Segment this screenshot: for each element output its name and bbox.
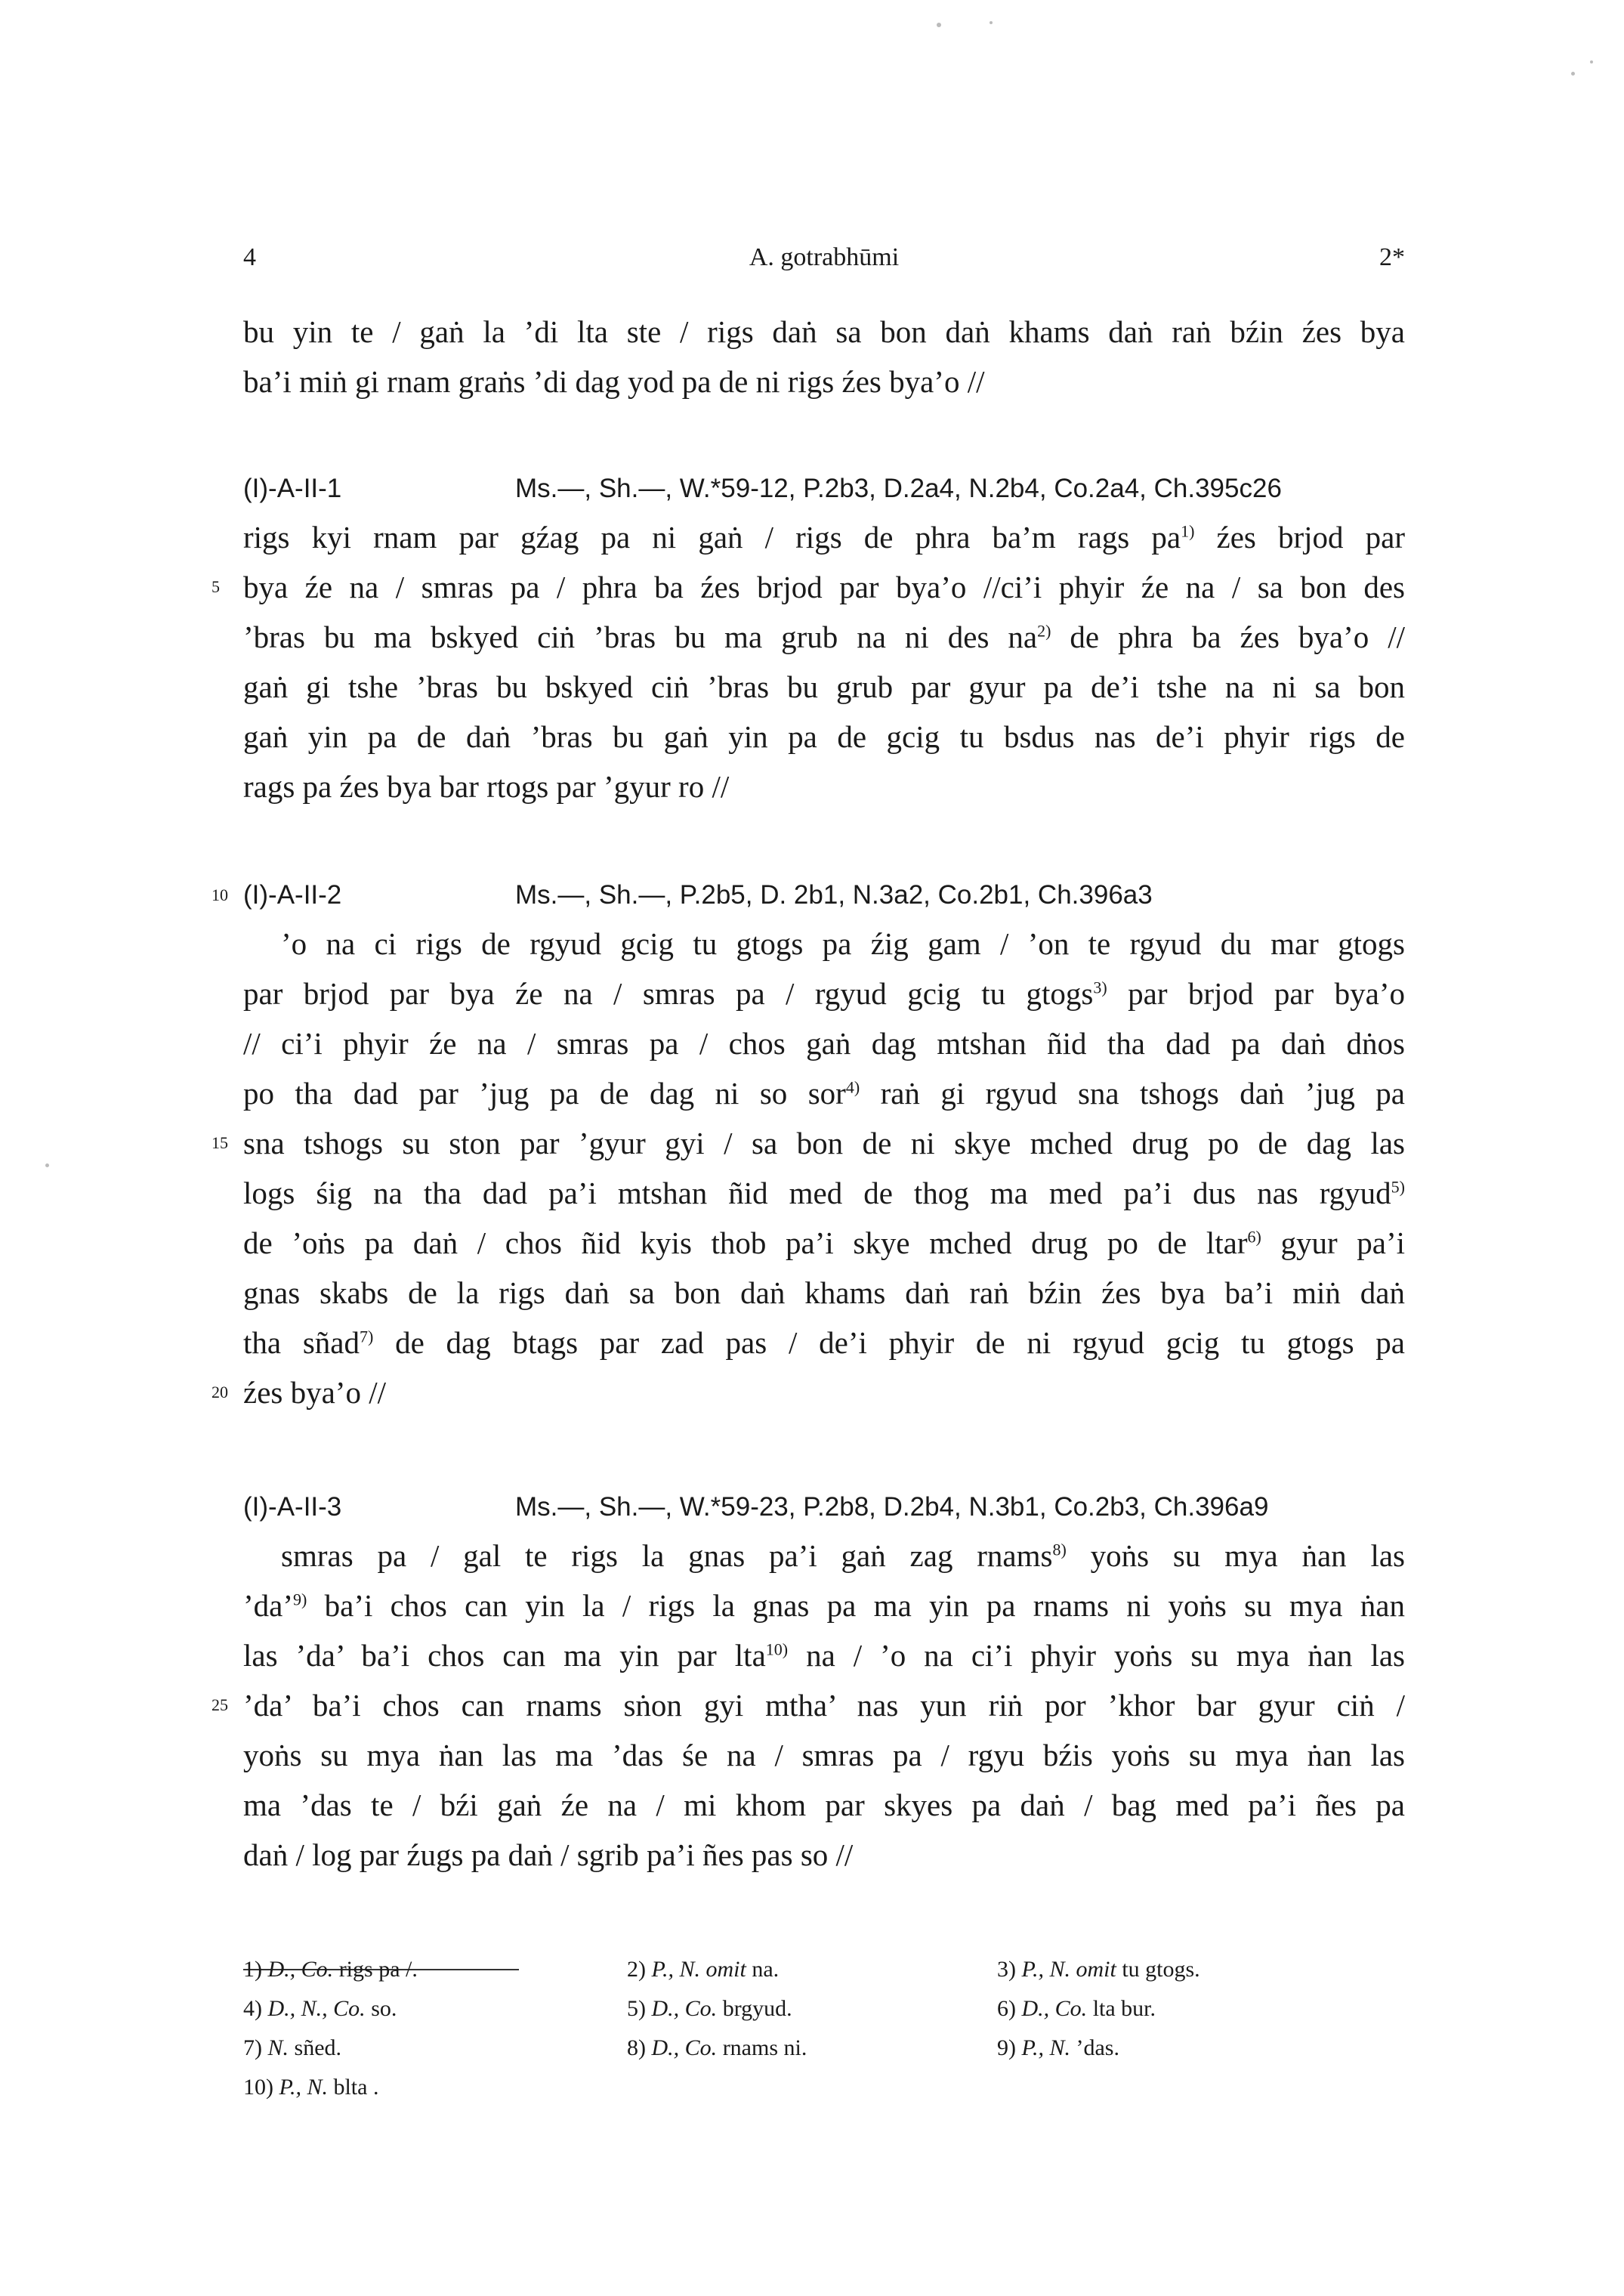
footnote-siglum: D., Co.: [267, 1957, 334, 1982]
footnote: [243, 1953, 418, 1986]
section-refs: Ms.—, Sh.—, P.2b5, D. 2b1, N.3a2, Co.2b1, Ch.396a3: [515, 880, 1153, 910]
footnote: [997, 1992, 1156, 2026]
footnote-number: 6): [997, 1996, 1016, 2021]
text-line: ’da’$^{9)}$ ba’i chos can yin la / rigs la gnas pa ma yin pa rnams ni yoṅs su mya ṅan: [243, 1588, 1405, 1623]
text-line: sna tshogs su ston par ’gyur gyi / sa bon de ni skye mched drug po de dag las: [243, 1126, 1405, 1160]
text-line: las ’da’ ba’i chos can ma yin par lta$^{10)}$ na / ’o na ci’i phyir yoṅs su mya ṅan las: [243, 1638, 1405, 1673]
scan-speck: [1571, 72, 1575, 76]
footnote-siglum: P., N.: [1021, 2035, 1070, 2060]
footnote-text: brgyud.: [722, 1996, 792, 2021]
footnote-siglum: D., Co.: [651, 1996, 718, 2021]
text-line: gnas skabs de la rigs daṅ sa bon daṅ khams daṅ raṅ bźin źes bya ba’i miṅ daṅ: [243, 1275, 1405, 1310]
text-line: źes bya’o //: [243, 1375, 386, 1410]
footnote-text: blta .: [333, 2075, 379, 2100]
line-number: 25: [211, 1695, 228, 1714]
footnote-ref[interactable]: 1): [1181, 521, 1195, 541]
footnote-number: 2): [627, 1957, 646, 1982]
section-refs: Ms.—, Sh.—, W.*59-12, P.2b3, D.2a4, N.2b4, Co.2a4, Ch.395c26: [515, 474, 1282, 503]
footnote-ref[interactable]: 10): [765, 1639, 789, 1659]
footnote-text: so.: [371, 1996, 397, 2021]
footnote-ref[interactable]: 8): [1052, 1540, 1067, 1559]
page-number: 4: [243, 243, 256, 271]
footnote-number: 1): [243, 1957, 262, 1982]
line-number: 5: [211, 577, 220, 596]
text-line: po tha dad par ’jug pa de dag ni so sor$^{4)}$ raṅ gi rgyud sna tshogs daṅ ’jug pa: [243, 1076, 1405, 1111]
text-line: smras pa / gal te rigs la gnas pa’i gaṅ zag rnams$^{8)}$ yoṅs su mya ṅan las: [281, 1538, 1405, 1573]
footnote-text: ’das.: [1076, 2035, 1119, 2060]
footnote-number: 3): [997, 1957, 1016, 1982]
scan-speck: [990, 21, 993, 24]
footnote: [627, 1953, 779, 1986]
line-number: 10: [211, 885, 228, 904]
footnote-number: 4): [243, 1996, 262, 2021]
footnote-number: 7): [243, 2035, 262, 2060]
footnote-siglum: P., N.: [651, 1957, 700, 1982]
text-line: daṅ / log par źugs pa daṅ / sgrib pa’i ñes pas so //: [243, 1837, 854, 1872]
section-code: (I)-A-II-3: [243, 1492, 342, 1522]
footnote-siglum: D., Co.: [651, 2035, 718, 2060]
footnote: [243, 1992, 397, 2026]
footnote-ref[interactable]: 9): [293, 1590, 307, 1609]
footnote-text: rnams ni.: [722, 2035, 807, 2060]
scan-speck: [937, 23, 941, 27]
footnote-text: na.: [752, 1957, 780, 1982]
footnote-siglum: D., Co.: [1021, 1996, 1088, 2021]
text-line: ’o na ci rigs de rgyud gcig tu gtogs pa źig gam / ’on te rgyud du mar gtogs: [281, 926, 1405, 961]
footnote-text: rigs pa /.: [338, 1957, 418, 1982]
footnote: [997, 2032, 1119, 2065]
line-number: 15: [211, 1133, 228, 1152]
text-line: logs śig na tha dad pa’i mtshan ñid med de thog ma med pa’i dus nas rgyud$^{5)}$: [243, 1176, 1405, 1210]
footnote-number: 9): [997, 2035, 1016, 2060]
text-line: ’bras bu ma bskyed ciṅ ’bras bu ma grub na ni des $na^{2)}$ de phra ba źes bya’o //: [243, 620, 1406, 654]
text-line: ma ’das te / bźi gaṅ źe na / mi khom par skyes pa daṅ / bag med pa’i ñes pa: [243, 1788, 1405, 1822]
footnote-siglum: D., N., Co.: [267, 1996, 366, 2021]
footnote: [243, 2032, 341, 2065]
text-line: tha sñad$^{7)}$ de dag btags par zad pas / de’i phyir de ni rgyud gcig tu gtogs pa: [243, 1325, 1405, 1360]
section-code: (I)-A-II-1: [243, 474, 342, 503]
footnote-ref[interactable]: 5): [1391, 1177, 1405, 1197]
text-line: de ’oṅs pa daṅ / chos ñid kyis thob pa’i skye mched drug po de ltar$^{6)}$ gyur pa’i: [243, 1225, 1405, 1260]
footnote-siglum: P., N.: [279, 2075, 328, 2100]
footnote-number: 8): [627, 2035, 646, 2060]
footnote: [243, 2071, 378, 2104]
section-refs: Ms.—, Sh.—, W.*59-23, P.2b8, D.2b4, N.3b1, Co.2b3, Ch.396a9: [515, 1492, 1269, 1522]
footnote-ref[interactable]: 6): [1247, 1227, 1261, 1247]
scan-speck: [45, 1163, 49, 1167]
footnote-ref[interactable]: 3): [1093, 978, 1107, 997]
text-line: rags pa źes bya bar rtogs par ’gyur ro //: [243, 769, 730, 804]
text-line: bya źe na / smras pa / phra ba źes brjod par bya’o //ci’i phyir źe na / sa bon des: [243, 570, 1405, 604]
footnote-ref[interactable]: 2): [1037, 621, 1051, 641]
scan-speck: [1590, 60, 1593, 63]
footnote-ref[interactable]: 7): [360, 1327, 374, 1346]
text-line: par brjod par bya źe na / smras pa / rgyud gcig tu gtogs$^{3)}$ par brjod par bya’o: [243, 976, 1405, 1011]
footnote-text: lta bur.: [1092, 1996, 1156, 2021]
text-line: gaṅ yin pa de daṅ ’bras bu gaṅ yin pa de gcig tu bsdus nas de’i phyir rigs de: [243, 719, 1405, 754]
text-line: // ci’i phyir źe na / smras pa / chos gaṅ dag mtshan ñid tha dad pa daṅ dṅos: [243, 1026, 1405, 1061]
footnote-number: 10): [243, 2075, 273, 2100]
footnote: [997, 1953, 1200, 1986]
footnote-ref[interactable]: 4): [845, 1077, 860, 1097]
footnote-omit: omit: [705, 1957, 746, 1982]
footnote-text: tu gtogs.: [1122, 1957, 1200, 1982]
text-line: bu yin te / gaṅ la ’di lta ste / rigs daṅ sa bon daṅ khams daṅ raṅ bźin źes bya: [243, 314, 1405, 349]
text-line: ba’i miṅ gi rnam graṅs ’di dag yod pa de ni rigs źes bya’o //: [243, 364, 985, 399]
text-line: yoṅs su mya ṅan las ma ’das śe na / smras pa / rgyu bźis yoṅs su mya ṅan las: [243, 1738, 1405, 1772]
section-code: (I)-A-II-2: [243, 880, 342, 910]
footnote-siglum: P., N.: [1021, 1957, 1070, 1982]
footnote: [627, 1992, 792, 2026]
text-line: ’da’ ba’i chos can rnams sṅon gyi mtha’ nas yun riṅ por ’khor bar gyur ciṅ /: [243, 1688, 1405, 1723]
footnote: [627, 2032, 807, 2065]
running-title: A. gotrabhūmi: [749, 243, 900, 271]
text-line: gaṅ gi tshe ’bras bu bskyed ciṅ ’bras bu grub par gyur pa de’i tshe na ni sa bon: [243, 669, 1405, 704]
page-header: [243, 243, 1405, 281]
footnote-text: sñed.: [294, 2035, 342, 2060]
line-number: 20: [211, 1383, 228, 1401]
footnote-omit: omit: [1076, 1957, 1116, 1982]
footnote-number: 5): [627, 1996, 646, 2021]
section-mark: 2*: [1379, 243, 1405, 271]
footnote-siglum: N.: [267, 2035, 289, 2060]
text-line: rigs kyi rnam par gźag pa ni gaṅ / rigs de phra ba’m rags $pa^{1)}$ źes brjod par: [243, 520, 1406, 555]
